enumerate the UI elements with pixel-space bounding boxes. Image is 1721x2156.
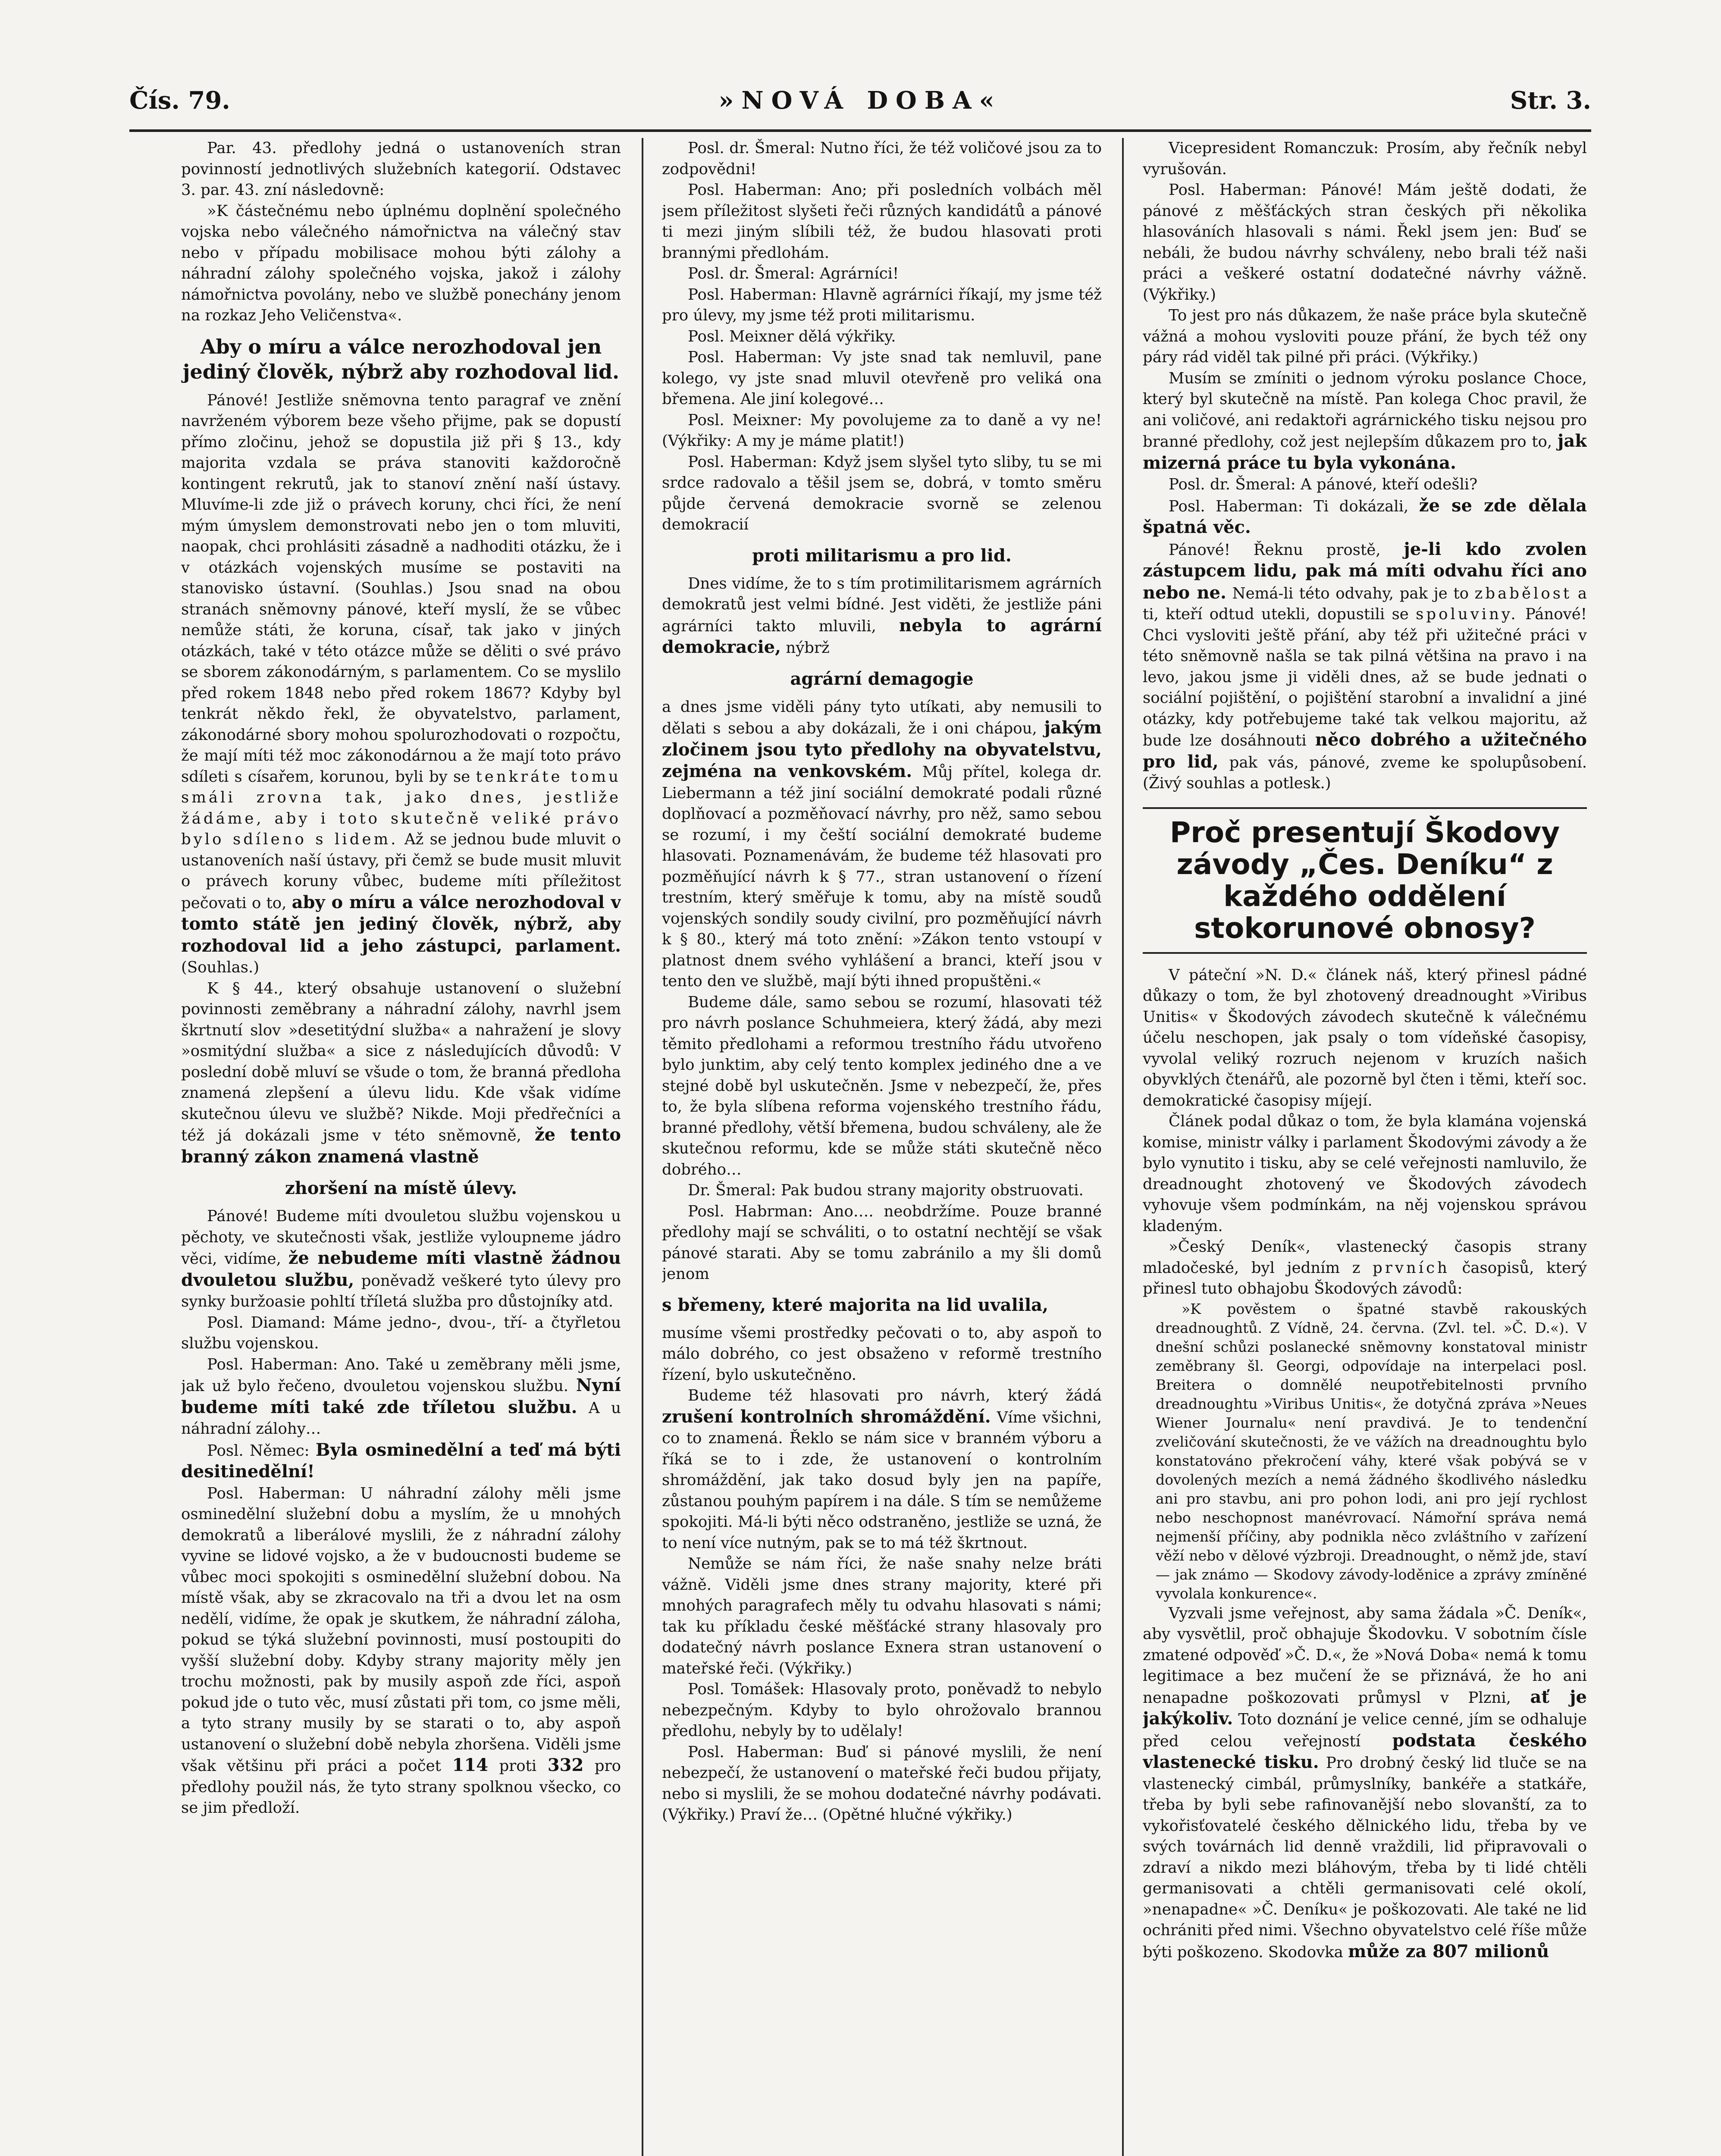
paragraph-text: pro předlohy použil nás, že tyto strany spolknou všecko, co se jim předloží. — [181, 1757, 621, 1817]
paragraph — [662, 1385, 1102, 1554]
article-headline: Proč presentují Škodovy závody „Čes. Deníku“ z každého oddělení stokorunové obnosy? — [1143, 807, 1587, 954]
bold-text: že tento branný zákon znamená vlastně — [181, 1125, 621, 1167]
paragraph — [181, 978, 621, 1169]
paragraph-text: A u náhradní zálohy… — [181, 1399, 621, 1438]
bold-text: něco dobrého a užitečného pro lid, — [1143, 730, 1587, 772]
paragraph: Posl. Tomášek: Hlasovaly proto, poněvadž to nebylo nebezpečným. Kdyby to bylo ohrožovalo brannou předlohu, nebyly by to udělaly! — [662, 1680, 1102, 1740]
paragraph: Par. 43. předlohy jedná o ustanoveních stran povinností jednotlivých služebních kategorií. Odstavec 3. par. 43. zní následovně: — [181, 139, 621, 199]
paragraph: Dr. Šmeral: Pak budou strany majority obstruovati. — [688, 1181, 1084, 1199]
paragraph-text: Posl. Haberman: Ti dokázali, — [1169, 497, 1409, 515]
paragraph: Posl. Haberman: Hlavně agrárníci říkají, my jsme též pro úlevy, my jsme též proti militarismu. — [662, 285, 1102, 324]
quoted-paragraph: »K částečnému nebo úplnému doplnění společného vojska nebo válečného námořnictva na válečný stav nebo v případu mobilisace mohou býti zálohy a náhradní zálohy společného vojska, jakož i zálohy námořnictva povolány, nebo ve službě ponechány jenom na rozkaz Jeho Veličenstva«. — [181, 202, 621, 324]
paragraph-text: Můj přítel, kolega dr. Liebermann a též jiní sociální demokraté podali různé doplňovací a pozměňovací návrhy, pro něž, samo sebou se rozumí, i my čeští sociální demokraté budeme hlasovati. Poznamenávám, že budeme též hlasovati pro pozměňující návrh k § 77., stran ustanovení o řízení trestním, který směřuje k tomu, aby na místě soudů vojenských sondily soudy civilní, pro pozměňující návrh k § 80., který má toto znění: »Zákon tento vstoupí v platnost dnem svého vyhlášení a branci, kteří jsou v tento den ve službě, mají býti ihned propuštěni.« — [662, 763, 1102, 990]
paragraph-text: (Souhlas.) — [181, 959, 260, 976]
paragraph-text: Vyzvali jsme veřejnost, aby sama žádala »Č. Deník«, aby vysvětlil, proč obhajuje Škodovku. V sobotním čísle zmatené odpověď »Č. D.«, že »Nová Doba« nemá k tomu legitimace a bez mučení že se přiznává, že ho ani nenapadne poškozovati průmysl v Plzni, — [1143, 1604, 1587, 1707]
paragraph — [1143, 368, 1587, 475]
paragraph-text: Toto doznání je velice cenné, jím se odhaluje před celou veřejností — [1143, 1711, 1587, 1750]
paragraph-text: proti — [499, 1757, 537, 1775]
paragraph: To jest pro nás důkazem, že naše práce byla skutečně vážná a mohou vysloviti pouze přání, že bych též ony páry rád viděl tak pilné při práci. (Výkřiky.) — [1143, 307, 1587, 366]
paragraph-text: Posl. Haberman: Ano. Také u zeměbrany měli jsme, jak už bylo řečeno, dvouletou vojenskou službu. — [181, 1355, 621, 1395]
paragraph — [1143, 1237, 1587, 1300]
bold-number: 114 — [452, 1755, 488, 1775]
page-header — [129, 86, 1591, 121]
bold-text: jakým zločinem jsou tyto předlohy na obyvatelstvu, zejména na venkovském. — [662, 718, 1102, 781]
header-rule — [129, 129, 1591, 132]
paragraph-text: Pánové! Řeknu prostě, — [1169, 541, 1381, 559]
paragraph: Posl. dr. Šmeral: A pánové, kteří odešli? — [1169, 476, 1478, 493]
paragraph — [1143, 1603, 1587, 1963]
spaced-text: tenkráte tomu smáli zrovna tak, jako dnes, jestliže žádáme, aby i toto skutečně veliké právo bylo sdíleno s lidem. — [181, 768, 621, 848]
paragraph: Posl. Haberman: Buď si pánové myslili, že není nebezpečí, že ustanovení o mateřské řeči budou přijaty, nebo si myslili, že se mohou dodatečné návrhy podávati. (Výkřiky.) Praví že… (Opětné hlučné výkřiky.) — [662, 1743, 1102, 1824]
bold-text: jak mizerná práce tu byla vykonána. — [1143, 431, 1587, 473]
bold-text: aby o míru a válce nerozhodoval v tomto státě jen jediný člověk, nýbrž, aby rozhodoval lid a jeho zástupci, parlament. — [181, 892, 621, 956]
paragraph-text: Pánové! Chci vysloviti ještě přání, aby též při užitečné práci v této sněmovně našla se tak pilná většina na pravo i na levo, jakou jsme ji viděli dnes, až se bude jednati o sociální pojištění, o pojištění starobní a invalidní a jiné otázky, kdy potřebujeme také tak velkou majoritu, až bude lze dosáhnouti — [1143, 605, 1587, 749]
paragraph — [662, 697, 1102, 992]
paragraph-text: Pánové! Jestliže sněmovna tento paragraf ve znění navrženém výborem beze všeho přijme, pak se dopustí přímo zločinu, jehož se dopustila již při § 13., kdy majorita vzdala se práva stanoviti každoročně kontingent rekrutů, jak to stanoví znění naší ústavy. Mluvíme-li zde již o právech koruny, chci říci, že není mým úmyslem demonstrovati nebo jen o tom mluviti, naopak, chci prohlásiti zásadně a nadhoditi otázku, že i v otázkách vojenských musíme se postaviti na stanovisko ústavní. (Souhlas.) Jsou snad na obou stranách sněmovny pánové, kteří myslí, že se vůbec nemůže státi, že koruna, císař, tak jako v jiných otázkách, také v této otázce může se děliti o své právo se sborem zákonodárným, s parlamentem. Co se myslilo před rokem 1848 nebo před rokem 1867? Kdyby byl tenkrát někdo řekl, že obyvatelstvo, parlament, zákonodárné sbory mohou spolurozhodovati o rozpočtu, že mají míti též moc zákonodárnou a že mají toto právo sdíleti s císařem, korunou, byli by se — [181, 391, 621, 786]
bold-text: podstata českého vlastenecké tisku. — [1143, 1730, 1587, 1772]
paragraph: Vicepresident Romanczuk: Prosím, aby řečník nebyl vyrušován. — [1143, 139, 1587, 178]
paragraph-text: nýbrž — [786, 639, 830, 657]
paragraph: Nemůže se nám říci, že naše snahy nelze bráti vážně. Viděli jsme dnes strany majority, které při mnohých paragrafech měly tu odvahu hlasovati s námi; tak ku příkladu české měšťácké strany hlasovaly pro dodatečný návrh poslance Exnera stran ustanovení o mateřské řeči. (Výkřiky.) — [662, 1555, 1102, 1677]
paragraph-text: pak vás, pánové, zveme ke spolupůsobení. (Živý souhlas a potlesk.) — [1143, 753, 1587, 792]
bold-text: nebyla to agrární demokracie, — [662, 615, 1102, 657]
column-1 — [181, 138, 621, 2156]
paragraph-text: poněvadž veškeré tyto úlevy pro synky buržoasie pohltí tříletá služba pro důstojníky atd. — [181, 1272, 621, 1310]
paragraph — [181, 390, 621, 978]
paragraph: Posl. Haberman: Ano; při posledních volbách měl jsem příležitost slyšeti řeči různých kandidátů a pánové ti mezi jiným slíbili též, že budou hlasovati proti brannými předlohám. — [662, 181, 1102, 262]
paragraph — [662, 573, 1102, 659]
column-2 — [662, 138, 1102, 2156]
paragraph: Posl. Haberman: Když jsem slyšel tyto sliby, tu se mi srdce radovalo a těšil jsem se, dobrá, v tomto směru půjde červená demokracie svorně se zelenou demokracií — [662, 453, 1102, 533]
paragraph — [1143, 539, 1587, 794]
quoted-paragraph: »K pověstem o špatné stavbě rakouských dreadnoughtů. Z Vídně, 24. června. (Zvl. tel. »Č. D.«). V dnešní schůzi poslanecké sněmovny konstatoval ministr zeměbrany šl. Georgi, odpovídaje na interpelaci posl. Breitera o domnělé neupotřebitelnosti prvního dreadnoughtu »Viribus Unitis«, že dotyčná zpráva »Neues Wiener Journalu« není pravdivá. Je to tendenční zveličování skutečnosti, že ve vážích na dreadnoughtu bylo konstatováno překročení váhy, které však pobývá se v dovolených mezích a nemá žádného škodlivého následku ani pro stavbu, ani pro pohon lodi, ani pro její rychlost nebo neschopnost manévrovací. Námořní správa nemá nejmenší příčiny, aby podnikla něco zvláštního v zařízení věží nebo v dělové výzbroji. Dreadnought, o němž jde, staví — jak známo — Skodovy závody-loděnice a zprávy zmíněné vyvolala konkurence«. — [1156, 1300, 1587, 1602]
paragraph-text: časopisů, který přinesl tuto obhajobu Škodových závodů: — [1143, 1259, 1587, 1297]
column-divider-1 — [642, 138, 643, 2156]
bold-text: Byla osminedělní a teď má býti desitinedělní! — [181, 1439, 621, 1482]
paragraph — [181, 1483, 621, 1819]
bold-text: ať je jakýkoliv. — [1143, 1686, 1587, 1729]
bold-text: Nyní budeme míti také zde tříletou službu. — [181, 1375, 621, 1417]
paragraph-text: Pro drobný český lid tluče se na vlastenecký cimbál, průmyslníky, bankéře a statkáře, třeba by byli sebe rafinovanější nebo slovanští, za to vykořisťovatelé českého dělnického lidu, třeba by ve svých továrnách lid denně vraždili, lid připravovali o zdraví a nikdo mezi bláhovým, třeba by ti lidé chtěli germanisovati a chtěli germanisovati celé okolí, »nenapadne« »Č. Deníku« je poškozovati. Ale také ne lid ochrániti před nimi. Všechno obyvatelstvo celé říše může býti poškozeno. Skodovka — [1143, 1754, 1587, 1961]
paragraph-text: Budeme též hlasovati pro návrh, který žádá — [688, 1387, 1102, 1404]
paragraph: Posl. dr. Šmeral: Nutno říci, že též voličové jsou za to zodpovědni! — [662, 139, 1102, 178]
paragraph: Posl. Meixner: My povolujeme za to daně a vy ne! (Výkřiky: A my je máme platit!) — [662, 411, 1102, 450]
bold-text: může za 807 milionů — [1348, 1941, 1549, 1962]
paragraph-text: Pánové! Budeme míti dvouletou službu vojenskou u pěchoty, ve skutečnosti však, jestliže vyloupneme jádro věci, vidíme, — [181, 1207, 621, 1268]
bold-number: 332 — [547, 1755, 584, 1775]
subheading: s břemeny, které majorita na lid uvalila, — [662, 1294, 1049, 1315]
paragraph-text: Až se jednou bude mluvit o ustanoveních naší ústavy, při čemž se bude musit mluvit o právech koruny vůbec, budeme míti příležitost pečovati o to, — [181, 830, 621, 912]
paragraph-text: K § 44., který obsahuje ustanovení o služební povinnosti zeměbrany a náhradní zálohy, navrhl jsem škrtnutí slov »desetitýdní služba« a nahražení je slovy »osmitýdní služba« a sice z následujících důvodů: V poslední době mluví se všude o tom, že branná předloha znamená zlepšení a úlevu lidu. Kde však vidíme skutečnou úlevu ve službě? Nikde. Moji předřečníci a též já dokázali jsme v této sněmovně, — [181, 979, 621, 1144]
issue-number: Čís. 79. — [129, 86, 230, 115]
paragraph: Posl. Meixner dělá výkřiky. — [688, 327, 896, 345]
spaced-text: prvních — [1373, 1259, 1450, 1277]
paragraph — [181, 1206, 621, 1313]
paragraph — [181, 1354, 621, 1440]
paragraph: Článek podal důkaz o tom, že byla klamána vojenská komise, ministr války i parlament Škodovými závody a že bylo vynutito i tisku, aby se celé veřejnosti namluvilo, že dreadnought zhotovený ve Škodových závodech vyhovuje všem podmínkám, na něj vojenskou správou kladeným. — [1143, 1112, 1587, 1235]
paragraph: Posl. dr. Šmeral: Agrárníci! — [688, 265, 899, 282]
subheading: proti militarismu a pro lid. — [752, 545, 1012, 566]
paragraph-text: Posl. Haberman: U náhradní zálohy měli jsme osminedělní služební dobu a myslím, že u mnohých demokratů a liberálové myslili, že z náhradní zálohy vyvine se lidové vojsko, a že v budoucnosti budeme se vůbec moci spokojiti s osminedělní služební dobou. Na místě však, aby se zkracovalo na tři a dvou let na osm nedělí, vidíme, že opak je skutkem, že náhradní záloha, pokud se týká služební povinnosti, musí postoupiti do vyšší služební doby. Kdyby strany majority měly jen trochu možnosti, pak by musily aspoň zde říci, aspoň pokud jde o tuto věc, musí zůstati při tom, co jsme měli, a tyto strany musily by se starati o to, aby aspoň ustanovení o služební době nebyla zhoršena. Viděli jsme však většinu při práci a počet — [181, 1484, 621, 1775]
bold-text: je-li kdo zvolen zástupcem lidu, pak má míti odvahu říci ano nebo ne. — [1143, 539, 1587, 603]
paragraph: Budeme dále, samo sebou se rozumí, hlasovati též pro návrh poslance Schuhmeiera, který žádá, aby mezi těmito předlohami a reformou trestního řádu utvořeno bylo junktim, aby celý tento komplex jediného dne a ve stejné době byl uskutečněn. Jsme v nebezpečí, že, přes to, že byla slíbena reforma vojenského trestního řádu, branné předlohy, větší břemena, budou schváleny, ale že skutečnou reformu, kde se může státi skutečně něco dobrého… — [662, 993, 1102, 1178]
page-number: Str. 3. — [1510, 86, 1591, 115]
paragraph: Posl. Haberman: Vy jste snad tak nemluvil, pane kolego, vy jste snad mluvil otevřeně pro veliká ona břemena. Ale jiní kolegové… — [662, 348, 1102, 408]
paragraph: Posl. Diamand: Máme jedno-, dvou-, tří- a čtyřletou službu vojenskou. — [181, 1313, 621, 1352]
section-heading: Aby o míru a válce nerozhodoval jen jediný člověk, nýbrž aby rozhodoval lid. — [182, 335, 620, 383]
paragraph: Posl. Habrman: Ano…. neobdržíme. Pouze branné předlohy mají se schváliti, o to ostatní nechtějí se však pánové starati. Aby se tomu zabránilo a my šli domů jenom — [662, 1202, 1102, 1283]
bold-text: zrušení kontrolních shromáždění. — [662, 1406, 991, 1427]
paragraph — [181, 1440, 621, 1483]
masthead-title: »NOVÁ DOBA« — [718, 86, 1002, 115]
bold-text: že se zde dělala špatná věc. — [1143, 495, 1587, 537]
column-divider-2 — [1122, 138, 1124, 2156]
paragraph-text: Víme všichni, co to znamená. Řeklo se nám sice v branném výboru a říká se to i zde, že ustanovení o kontrolním shromáždění, jak tako dosud byly jen na papíře, zůstanou pouhým papírem i na dále. S tím se nemůžeme spokojiti. Má-li býti něco odstraněno, jestliže se uzná, že to není více nutným, pak se to má též škrtnout. — [662, 1408, 1102, 1552]
paragraph: musíme všemi prostředky pečovati o to, aby aspoň to málo dobrého, co jest obsaženo v reformě trestního řízení, bylo uskutečněno. — [662, 1324, 1102, 1384]
spaced-text: spoluviny. — [1416, 605, 1518, 623]
bold-text: že nebudeme míti vlastně žádnou dvouletou službu, — [181, 1248, 621, 1290]
subheading: agrární demagogie — [790, 668, 974, 689]
subheading: zhoršení na místě úlevy. — [285, 1178, 517, 1198]
paragraph-text: Dnes vidíme, že to s tím protimilitarismem agrárních demokratů jest velmi bídné. Jest viděti, že jestliže páni agrárníci takto mluvili, — [662, 574, 1102, 635]
paragraph-text: a ti, kteří odtud utekli, dopustili se — [1143, 584, 1587, 623]
paragraph: Posl. Haberman: Pánové! Mám ještě dodati, že pánové z měšťáckých stran českých při několika hlasováních hlasovali s námi. Řekl jsem jen: Buď se nebáli, že budou návrhy schváleny, nebo brali též naši práci a veškeré ostatní dodatečné návrhy vážně. (Výkřiky.) — [1143, 181, 1587, 304]
paragraph-text: a dnes jsme viděli pány tyto utíkati, aby nemusili to dělati s sebou a aby dokázali, že i oni chápou, — [662, 698, 1102, 737]
paragraph: V páteční »N. D.« článek náš, který přinesl pádné důkazy o tom, že byl zhotovený dreadnought »Viribus Unitis« v Škodových závodech skutečně k válečnému účelu neschopen, jak psaly o tom vídeňské časopisy, vyvolal veliký rozruch nejenom v kruzích našich obyvklých čtenářů, ale pozorně byl čten i těmi, kteří soc. demokratické časopisy míjejí. — [1143, 966, 1587, 1109]
spaced-text: zbabělost — [1474, 584, 1572, 602]
paragraph-text: Posl. Němec: — [207, 1442, 310, 1460]
paragraph-text: Nemá-li této odvahy, pak je to — [1232, 584, 1469, 602]
column-3 — [1143, 138, 1587, 2156]
paragraph — [1143, 495, 1587, 539]
paragraph-text: Musím se zmíniti o jednom výroku poslance Choce, který byl skutečně na místě. Pan kolega Choc pravil, že ani voličové, ani redaktoři agrárnického tisku nejsou pro branné předlohy, což jest nejlepším důkazem pro to, — [1143, 369, 1587, 451]
paragraph-text: »Český Deník«, vlastenecký časopis strany mladočeské, byl jedním z — [1143, 1238, 1587, 1277]
